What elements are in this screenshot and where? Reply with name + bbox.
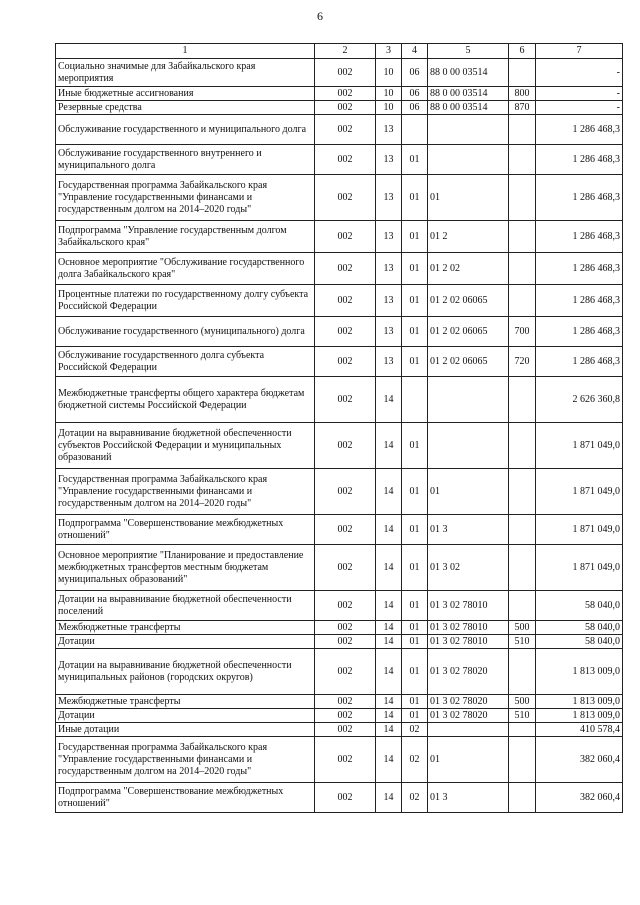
table-row xyxy=(56,469,623,515)
table-row xyxy=(56,253,623,285)
section-code-cell: 14 xyxy=(376,469,402,515)
subsection-code-cell: 01 xyxy=(402,253,428,285)
ministry-code-cell: 002 xyxy=(315,723,376,737)
page-number: 6 xyxy=(317,9,323,23)
amount-cell: 1 286 468,3 xyxy=(536,347,623,377)
expense-type-cell xyxy=(509,423,536,469)
table-row xyxy=(56,59,623,87)
row-name-cell: Межбюджетные трансферты xyxy=(56,621,315,635)
expense-type-cell xyxy=(509,145,536,175)
table-row xyxy=(56,285,623,317)
amount-cell: 1 286 468,3 xyxy=(536,253,623,285)
row-name-cell: Процентные платежи по государственному долгу субъекта Российской Федерации xyxy=(56,285,315,317)
expense-type-cell: 700 xyxy=(509,317,536,347)
row-name-cell: Дотации xyxy=(56,709,315,723)
target-article-cell: 01 3 02 78020 xyxy=(428,695,509,709)
subsection-code-cell: 01 xyxy=(402,221,428,253)
target-article-cell: 01 2 02 06065 xyxy=(428,285,509,317)
section-code-cell: 14 xyxy=(376,635,402,649)
section-code-cell: 13 xyxy=(376,317,402,347)
table-row xyxy=(56,87,623,101)
expense-type-cell: 720 xyxy=(509,347,536,377)
section-code-cell: 14 xyxy=(376,783,402,813)
ministry-code-cell: 002 xyxy=(315,175,376,221)
table-row xyxy=(56,221,623,253)
table-row xyxy=(56,545,623,591)
ministry-code-cell: 002 xyxy=(315,317,376,347)
table-body xyxy=(56,59,623,813)
header-row xyxy=(56,44,623,59)
target-article-cell: 01 3 02 78010 xyxy=(428,621,509,635)
ministry-code-cell: 002 xyxy=(315,737,376,783)
expense-type-cell: 870 xyxy=(509,101,536,115)
ministry-code-cell: 002 xyxy=(315,423,376,469)
table-row xyxy=(56,423,623,469)
expense-type-cell xyxy=(509,649,536,695)
subsection-code-cell: 06 xyxy=(402,101,428,115)
subsection-code-cell xyxy=(402,377,428,423)
subsection-code-cell: 01 xyxy=(402,423,428,469)
expense-type-cell: 500 xyxy=(509,621,536,635)
target-article-cell: 01 xyxy=(428,175,509,221)
amount-cell: 1 813 009,0 xyxy=(536,695,623,709)
amount-cell: - xyxy=(536,101,623,115)
row-name-cell: Основное мероприятие "Планирование и предоставление межбюджетных трансфертов местным бюджетам муниципальных образований" xyxy=(56,545,315,591)
table-row xyxy=(56,723,623,737)
table-row xyxy=(56,649,623,695)
section-code-cell: 14 xyxy=(376,423,402,469)
section-code-cell: 14 xyxy=(376,377,402,423)
expense-type-cell xyxy=(509,783,536,813)
row-name-cell: Обслуживание государственного (муниципального) долга xyxy=(56,317,315,347)
section-code-cell: 10 xyxy=(376,101,402,115)
table-row xyxy=(56,737,623,783)
target-article-cell: 01 3 02 xyxy=(428,545,509,591)
section-code-cell: 13 xyxy=(376,285,402,317)
target-article-cell: 01 3 02 78020 xyxy=(428,709,509,723)
ministry-code-cell: 002 xyxy=(315,377,376,423)
header-col-7: 7 xyxy=(536,44,623,59)
subsection-code-cell: 01 xyxy=(402,649,428,695)
target-article-cell: 88 0 00 03514 xyxy=(428,59,509,87)
target-article-cell: 01 2 xyxy=(428,221,509,253)
table-row xyxy=(56,377,623,423)
expense-type-cell xyxy=(509,469,536,515)
ministry-code-cell: 002 xyxy=(315,347,376,377)
expense-type-cell: 800 xyxy=(509,87,536,101)
section-code-cell: 13 xyxy=(376,175,402,221)
subsection-code-cell: 02 xyxy=(402,737,428,783)
amount-cell: 382 060,4 xyxy=(536,737,623,783)
amount-cell: 58 040,0 xyxy=(536,635,623,649)
expense-type-cell xyxy=(509,515,536,545)
subsection-code-cell: 01 xyxy=(402,285,428,317)
amount-cell: - xyxy=(536,59,623,87)
amount-cell: 1 871 049,0 xyxy=(536,469,623,515)
table-row xyxy=(56,783,623,813)
amount-cell: 1 813 009,0 xyxy=(536,709,623,723)
header-col-2: 2 xyxy=(315,44,376,59)
subsection-code-cell: 02 xyxy=(402,723,428,737)
table-row xyxy=(56,635,623,649)
subsection-code-cell: 01 xyxy=(402,317,428,347)
expense-type-cell xyxy=(509,115,536,145)
section-code-cell: 13 xyxy=(376,347,402,377)
amount-cell: 1 286 468,3 xyxy=(536,285,623,317)
row-name-cell: Резервные средства xyxy=(56,101,315,115)
row-name-cell: Межбюджетные трансферты общего характера бюджетам бюджетной системы Российской Федерации xyxy=(56,377,315,423)
ministry-code-cell: 002 xyxy=(315,253,376,285)
ministry-code-cell: 002 xyxy=(315,515,376,545)
subsection-code-cell: 01 xyxy=(402,469,428,515)
ministry-code-cell: 002 xyxy=(315,145,376,175)
expense-type-cell xyxy=(509,59,536,87)
target-article-cell xyxy=(428,145,509,175)
ministry-code-cell: 002 xyxy=(315,649,376,695)
row-name-cell: Обслуживание государственного внутреннего и муниципального долга xyxy=(56,145,315,175)
section-code-cell: 14 xyxy=(376,737,402,783)
expense-type-cell xyxy=(509,285,536,317)
section-code-cell: 14 xyxy=(376,695,402,709)
expense-type-cell xyxy=(509,723,536,737)
subsection-code-cell xyxy=(402,115,428,145)
row-name-cell: Дотации на выравнивание бюджетной обеспеченности субъектов Российской Федерации и муниципальных образований xyxy=(56,423,315,469)
expense-type-cell xyxy=(509,253,536,285)
table-row xyxy=(56,709,623,723)
table-row xyxy=(56,317,623,347)
expense-type-cell: 500 xyxy=(509,695,536,709)
target-article-cell: 88 0 00 03514 xyxy=(428,101,509,115)
amount-cell: 382 060,4 xyxy=(536,783,623,813)
target-article-cell xyxy=(428,115,509,145)
section-code-cell: 10 xyxy=(376,87,402,101)
row-name-cell: Подпрограмма "Управление государственным долгом Забайкальского края" xyxy=(56,221,315,253)
section-code-cell: 14 xyxy=(376,709,402,723)
target-article-cell: 01 3 xyxy=(428,515,509,545)
subsection-code-cell: 01 xyxy=(402,621,428,635)
row-name-cell: Иные бюджетные ассигнования xyxy=(56,87,315,101)
subsection-code-cell: 06 xyxy=(402,59,428,87)
ministry-code-cell: 002 xyxy=(315,115,376,145)
subsection-code-cell: 01 xyxy=(402,175,428,221)
target-article-cell xyxy=(428,423,509,469)
header-col-5: 5 xyxy=(428,44,509,59)
row-name-cell: Основное мероприятие "Обслуживание государственного долга Забайкальского края" xyxy=(56,253,315,285)
subsection-code-cell: 01 xyxy=(402,695,428,709)
subsection-code-cell: 01 xyxy=(402,347,428,377)
budget-table xyxy=(55,43,623,813)
row-name-cell: Государственная программа Забайкальского края "Управление государственными финансами и государственным долгом на 2014–2020 годы" xyxy=(56,175,315,221)
expense-type-cell xyxy=(509,591,536,621)
subsection-code-cell: 06 xyxy=(402,87,428,101)
target-article-cell: 01 xyxy=(428,737,509,783)
subsection-code-cell: 01 xyxy=(402,545,428,591)
section-code-cell: 14 xyxy=(376,723,402,737)
subsection-code-cell: 01 xyxy=(402,515,428,545)
target-article-cell: 01 3 xyxy=(428,783,509,813)
table-row xyxy=(56,621,623,635)
subsection-code-cell: 01 xyxy=(402,591,428,621)
expense-type-cell: 510 xyxy=(509,635,536,649)
expense-type-cell xyxy=(509,545,536,591)
header-col-6: 6 xyxy=(509,44,536,59)
section-code-cell: 13 xyxy=(376,253,402,285)
amount-cell: 1 286 468,3 xyxy=(536,175,623,221)
row-name-cell: Подпрограмма "Совершенствование межбюджетных отношений" xyxy=(56,783,315,813)
ministry-code-cell: 002 xyxy=(315,469,376,515)
ministry-code-cell: 002 xyxy=(315,221,376,253)
row-name-cell: Дотации xyxy=(56,635,315,649)
target-article-cell: 01 3 02 78010 xyxy=(428,591,509,621)
subsection-code-cell: 01 xyxy=(402,635,428,649)
section-code-cell: 13 xyxy=(376,145,402,175)
row-name-cell: Обслуживание государственного долга субъекта Российской Федерации xyxy=(56,347,315,377)
amount-cell: 1 286 468,3 xyxy=(536,221,623,253)
table-row xyxy=(56,101,623,115)
header-col-4: 4 xyxy=(402,44,428,59)
header-col-3: 3 xyxy=(376,44,402,59)
subsection-code-cell: 02 xyxy=(402,783,428,813)
amount-cell: 1 871 049,0 xyxy=(536,545,623,591)
ministry-code-cell: 002 xyxy=(315,709,376,723)
ministry-code-cell: 002 xyxy=(315,101,376,115)
row-name-cell: Подпрограмма "Совершенствование межбюджетных отношений" xyxy=(56,515,315,545)
ministry-code-cell: 002 xyxy=(315,621,376,635)
row-name-cell: Государственная программа Забайкальского края "Управление государственными финансами и государственным долгом на 2014–2020 годы" xyxy=(56,737,315,783)
ministry-code-cell: 002 xyxy=(315,783,376,813)
amount-cell: 1 286 468,3 xyxy=(536,145,623,175)
section-code-cell: 14 xyxy=(376,649,402,695)
target-article-cell: 01 2 02 06065 xyxy=(428,347,509,377)
row-name-cell: Дотации на выравнивание бюджетной обеспеченности поселений xyxy=(56,591,315,621)
row-name-cell: Социально значимые для Забайкальского края мероприятия xyxy=(56,59,315,87)
amount-cell: 2 626 360,8 xyxy=(536,377,623,423)
table-row xyxy=(56,347,623,377)
amount-cell: 1 286 468,3 xyxy=(536,115,623,145)
row-name-cell: Обслуживание государственного и муниципального долга xyxy=(56,115,315,145)
table-row xyxy=(56,591,623,621)
table-row xyxy=(56,695,623,709)
target-article-cell: 01 3 02 78010 xyxy=(428,635,509,649)
section-code-cell: 14 xyxy=(376,515,402,545)
amount-cell: 58 040,0 xyxy=(536,591,623,621)
section-code-cell: 14 xyxy=(376,591,402,621)
target-article-cell: 01 xyxy=(428,469,509,515)
ministry-code-cell: 002 xyxy=(315,59,376,87)
amount-cell: 1 286 468,3 xyxy=(536,317,623,347)
ministry-code-cell: 002 xyxy=(315,635,376,649)
table-row xyxy=(56,175,623,221)
section-code-cell: 10 xyxy=(376,59,402,87)
row-name-cell: Межбюджетные трансферты xyxy=(56,695,315,709)
header-col-1: 1 xyxy=(56,44,315,59)
amount-cell: 1 871 049,0 xyxy=(536,515,623,545)
table-row xyxy=(56,515,623,545)
target-article-cell xyxy=(428,723,509,737)
ministry-code-cell: 002 xyxy=(315,695,376,709)
table-row xyxy=(56,145,623,175)
target-article-cell xyxy=(428,377,509,423)
expense-type-cell xyxy=(509,737,536,783)
amount-cell: 1 813 009,0 xyxy=(536,649,623,695)
ministry-code-cell: 002 xyxy=(315,591,376,621)
row-name-cell: Иные дотации xyxy=(56,723,315,737)
expense-type-cell xyxy=(509,377,536,423)
amount-cell: - xyxy=(536,87,623,101)
subsection-code-cell: 01 xyxy=(402,709,428,723)
row-name-cell: Дотации на выравнивание бюджетной обеспеченности муниципальных районов (городских округов) xyxy=(56,649,315,695)
expense-type-cell xyxy=(509,175,536,221)
target-article-cell: 01 2 02 06065 xyxy=(428,317,509,347)
row-name-cell: Государственная программа Забайкальского края "Управление государственными финансами и государственным долгом на 2014–2020 годы" xyxy=(56,469,315,515)
expense-type-cell xyxy=(509,221,536,253)
target-article-cell: 01 3 02 78020 xyxy=(428,649,509,695)
table-row xyxy=(56,115,623,145)
section-code-cell: 13 xyxy=(376,115,402,145)
expense-type-cell: 510 xyxy=(509,709,536,723)
target-article-cell: 88 0 00 03514 xyxy=(428,87,509,101)
ministry-code-cell: 002 xyxy=(315,285,376,317)
amount-cell: 410 578,4 xyxy=(536,723,623,737)
amount-cell: 58 040,0 xyxy=(536,621,623,635)
section-code-cell: 14 xyxy=(376,621,402,635)
amount-cell: 1 871 049,0 xyxy=(536,423,623,469)
ministry-code-cell: 002 xyxy=(315,545,376,591)
section-code-cell: 14 xyxy=(376,545,402,591)
subsection-code-cell: 01 xyxy=(402,145,428,175)
section-code-cell: 13 xyxy=(376,221,402,253)
ministry-code-cell: 002 xyxy=(315,87,376,101)
target-article-cell: 01 2 02 xyxy=(428,253,509,285)
